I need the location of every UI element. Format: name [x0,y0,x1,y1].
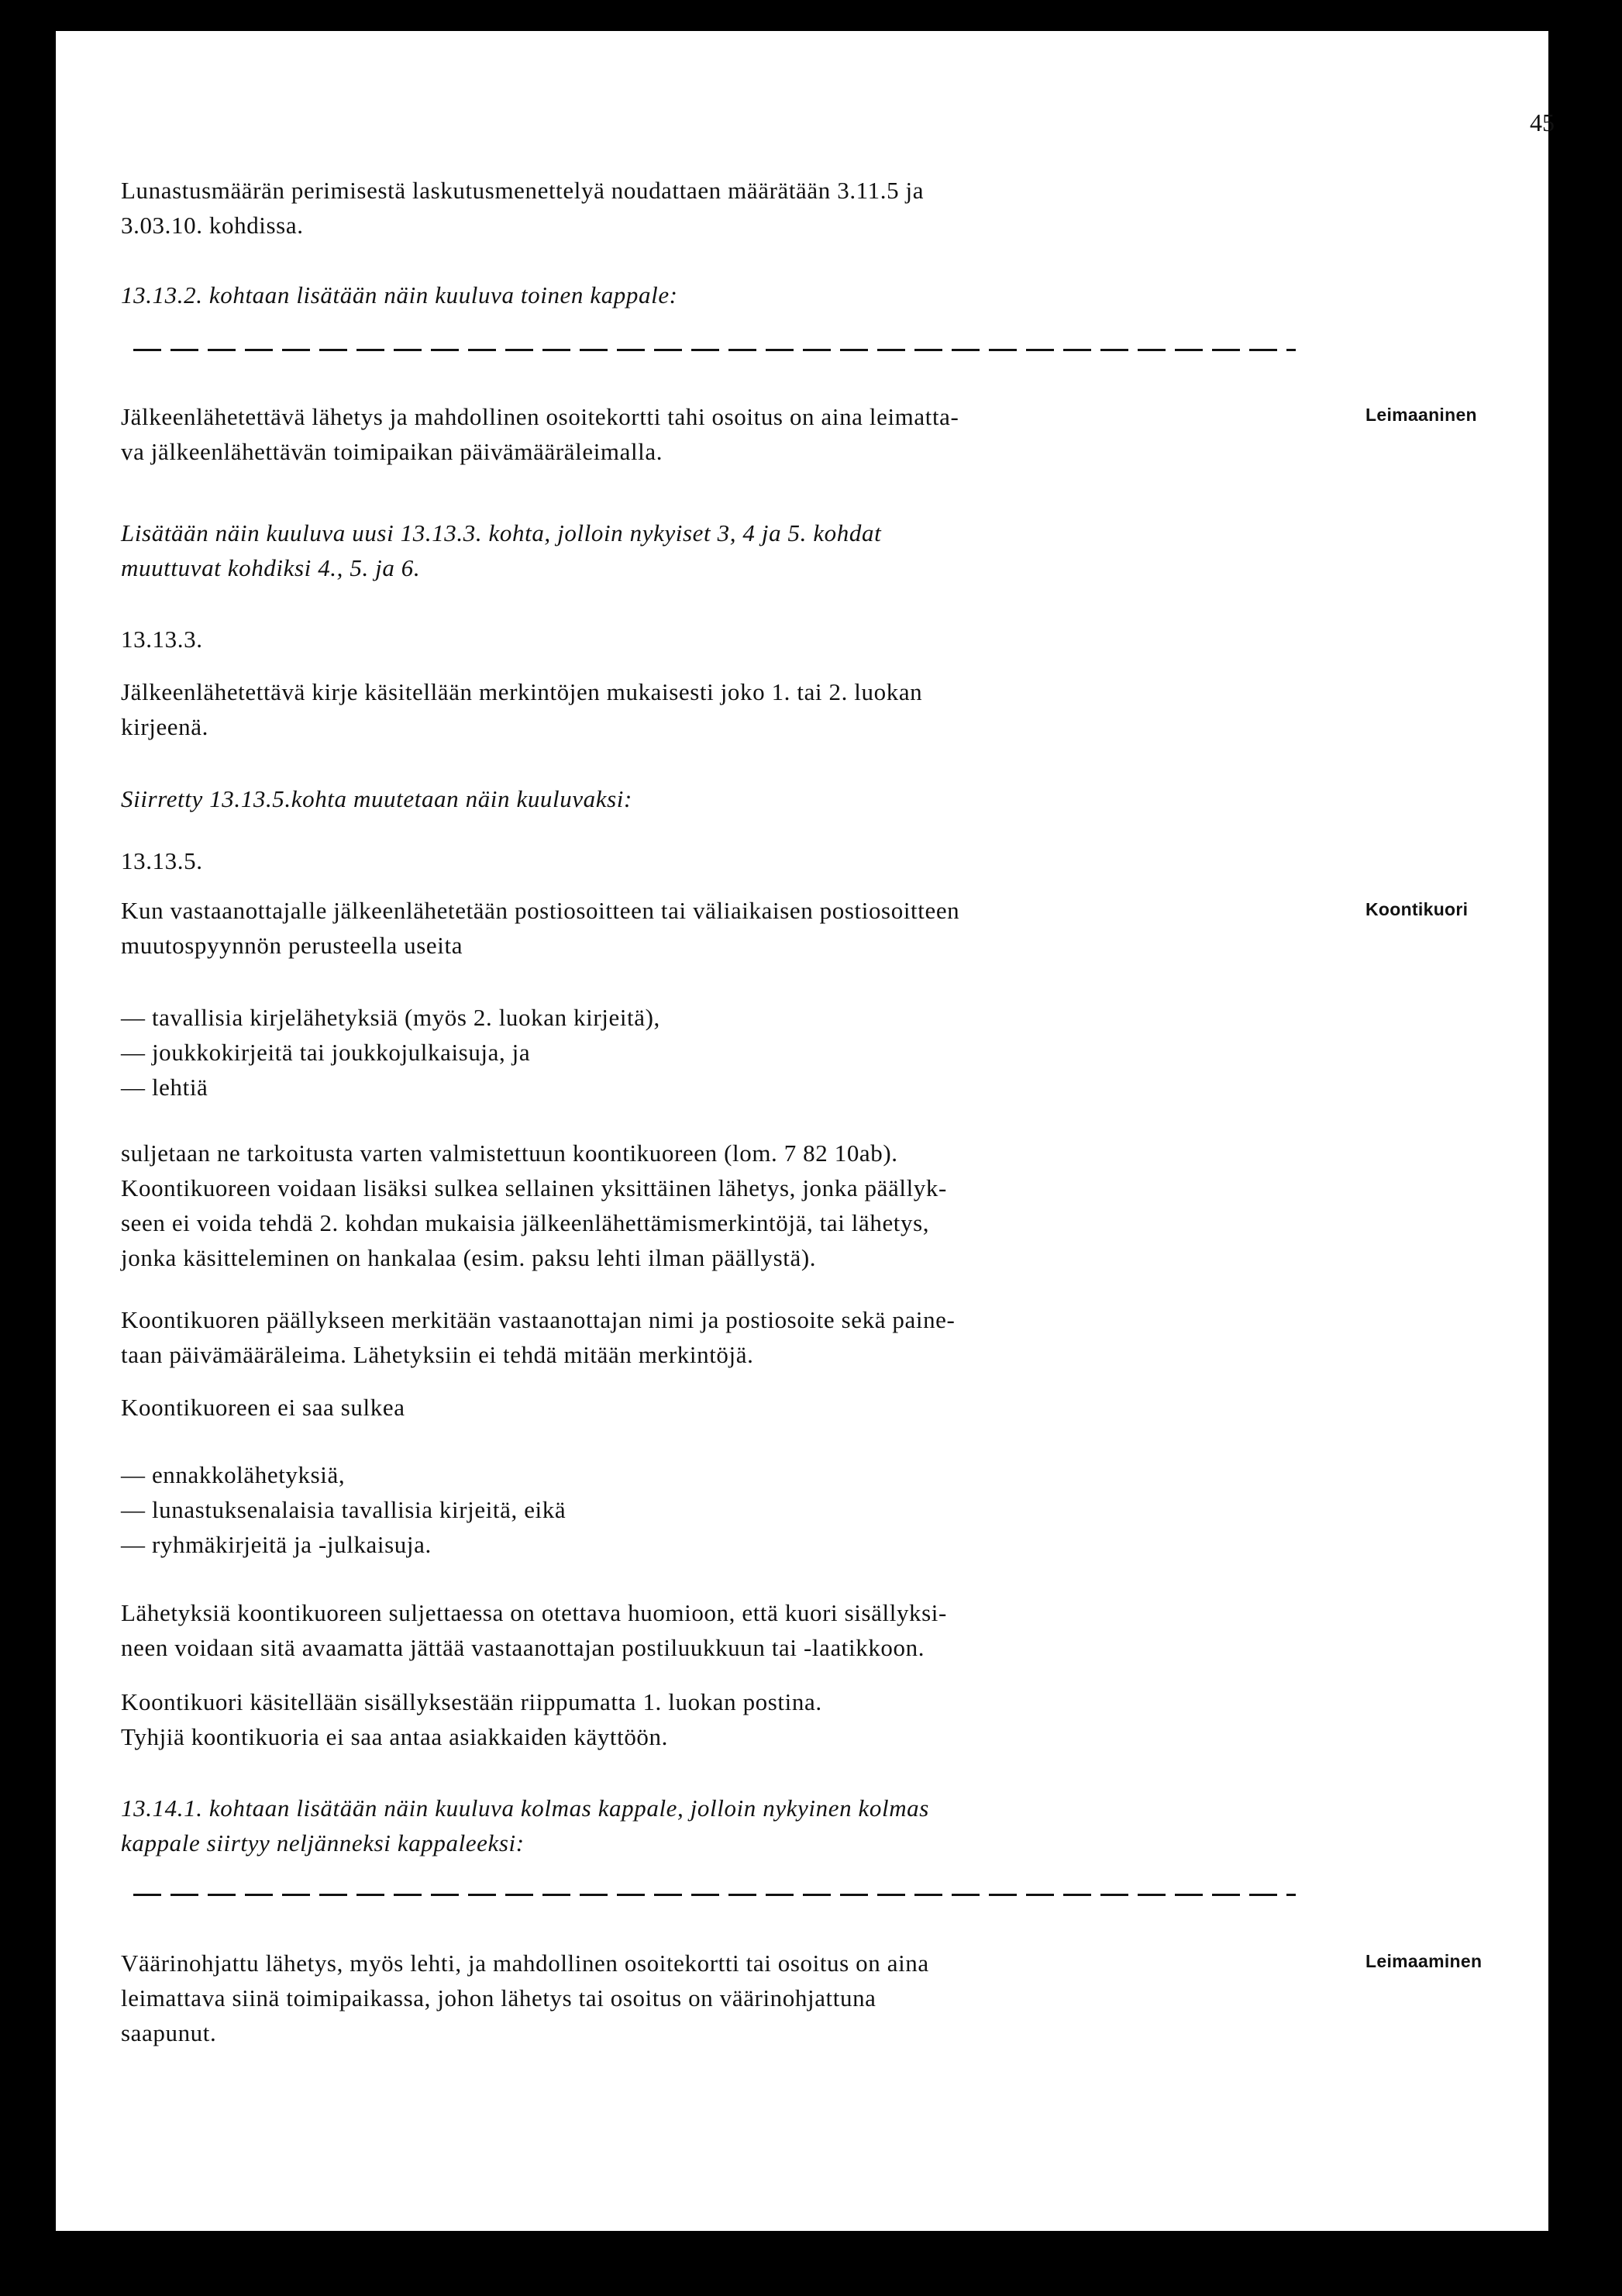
text-line: 13.13.2. kohtaan lisätään näin kuuluva toinen kappale: [121,281,678,309]
right-border-bar [1548,31,1573,2231]
text-line: neen voidaan sitä avaamatta jättää vastaanottajan postiluukkuun tai -laatikkoon. [121,1634,925,1661]
list-item: — lehtiä [121,1074,208,1101]
text-line: Koontikuoreen ei saa sulkea [121,1394,405,1421]
text-line: 13.14.1. kohtaan lisätään näin kuuluva kolmas kappale, jolloin nykyinen kolmas [121,1794,929,1822]
paragraph-ei-saa-sulkea [121,1390,1299,1425]
heading-13-13-2 [121,278,1299,312]
heading-new-13-13-3 [121,515,1299,585]
text-line: Kun vastaanottajalle jälkeenlähetetään postiosoitteen tai väliaikaisen postiosoitteen [121,897,960,924]
text-line: suljetaan ne tarkoitusta varten valmistettuun koontikuoreen (lom. 7 82 10ab). [121,1139,898,1167]
paragraph-jalkeenlahetettava-kirje [121,674,1299,744]
list-item: — tavallisia kirjelähetyksiä (myös 2. luokan kirjeitä), [121,1004,660,1031]
paragraph-kun-vastaanottajalle [121,893,1299,963]
margin-note-koontikuori: Koontikuori [1365,899,1469,919]
text-line: Lähetyksiä koontikuoreen suljettaessa on otettava huomioon, että kuori sisällyksi- [121,1599,947,1626]
margin-note-leimaaninen: Leimaaninen [1365,405,1477,425]
text-line: seen ei voida tehdä 2. kohdan mukaisia jälkeenlähettämismerkintöjä, tai lähetys, [121,1209,930,1236]
paragraph-lunastus [121,173,1299,243]
text-line: leimattava siinä toimipaikassa, johon lähetys tai osoitus on väärinohjattuna [121,1984,876,2012]
text-line: 3.03.10. kohdissa. [121,212,304,239]
text-line: kappale siirtyy neljänneksi kappaleeksi: [121,1829,525,1856]
text-line: muuttuvat kohdiksi 4., 5. ja 6. [121,554,421,581]
text-line: Siirretty 13.13.5.kohta muutetaan näin kuuluvaksi: [121,785,632,812]
list-lahetykset [121,1000,1299,1105]
section-number-13-13-5 [121,843,1299,878]
text-line: kirjeenä. [121,713,208,740]
paragraph-lahetyksia-koontikuoreen [121,1595,1299,1665]
text-line: Tyhjiä koontikuoria ei saa antaa asiakkaiden käyttöön. [121,1723,668,1750]
text-line: Koontikuoren päällykseen merkitään vastaanottajan nimi ja postiosoite sekä paine- [121,1306,956,1333]
text-line: jonka käsitteleminen on hankalaa (esim. paksu lehti ilman päällystä). [121,1244,817,1271]
text-line: muutospyynnön perusteella useita [121,932,463,959]
paragraph-paallykseen [121,1302,1299,1372]
list-item: — ryhmäkirjeitä ja -julkaisuja. [121,1531,432,1558]
page-number: 45 [1530,109,1555,136]
text-line: 13.13.5. [121,847,203,874]
heading-siirretty-13-13-5 [121,781,1299,816]
text-line: Lunastusmäärän perimisestä laskutusmenettelyä noudattaen määrätään 3.11.5 ja [121,177,925,204]
list-ei-saa-sulkea [121,1457,1299,1562]
list-item: — lunastuksenalaisia tavallisia kirjeitä, eikä [121,1496,566,1523]
document-page [56,31,1573,2231]
list-item: — ennakkolähetyksiä, [121,1461,346,1488]
section-number-13-13-3 [121,622,1299,657]
list-item: — joukkokirjeitä tai joukkojulkaisuja, ja [121,1039,531,1066]
text-line: Koontikuori käsitellään sisällyksestään riippumatta 1. luokan postina. [121,1688,822,1715]
paragraph-jalkeenlahetettava-lahetys [121,399,1299,469]
dashed-separator [133,349,1296,351]
paragraph-vaarinohjattu [121,1946,1299,2050]
paragraph-koontikuori-kasitellaan [121,1684,1299,1754]
text-line: Jälkeenlähetettävä lähetys ja mahdollinen osoitekortti tahi osoitus on aina leimatta- [121,403,959,430]
margin-note-leimaaminen: Leimaaminen [1365,1951,1483,1971]
dashed-separator [133,1894,1296,1896]
paragraph-suljetaan [121,1136,1299,1275]
text-line: Jälkeenlähetettävä kirje käsitellään merkintöjen mukaisesti joko 1. tai 2. luokan [121,678,923,705]
text-line: va jälkeenlähettävän toimipaikan päivämääräleimalla. [121,438,663,465]
text-line: taan päivämääräleima. Lähetyksiin ei tehdä mitään merkintöjä. [121,1341,754,1368]
text-line: Väärinohjattu lähetys, myös lehti, ja mahdollinen osoitekortti tai osoitus on aina [121,1950,929,1977]
text-line: Koontikuoreen voidaan lisäksi sulkea sellainen yksittäinen lähetys, jonka päällyk- [121,1174,947,1201]
text-line: saapunut. [121,2019,217,2046]
text-line: Lisätään näin kuuluva uusi 13.13.3. kohta, jolloin nykyiset 3, 4 ja 5. kohdat [121,519,882,546]
heading-13-14-1 [121,1791,1299,1860]
text-line: 13.13.3. [121,626,203,653]
